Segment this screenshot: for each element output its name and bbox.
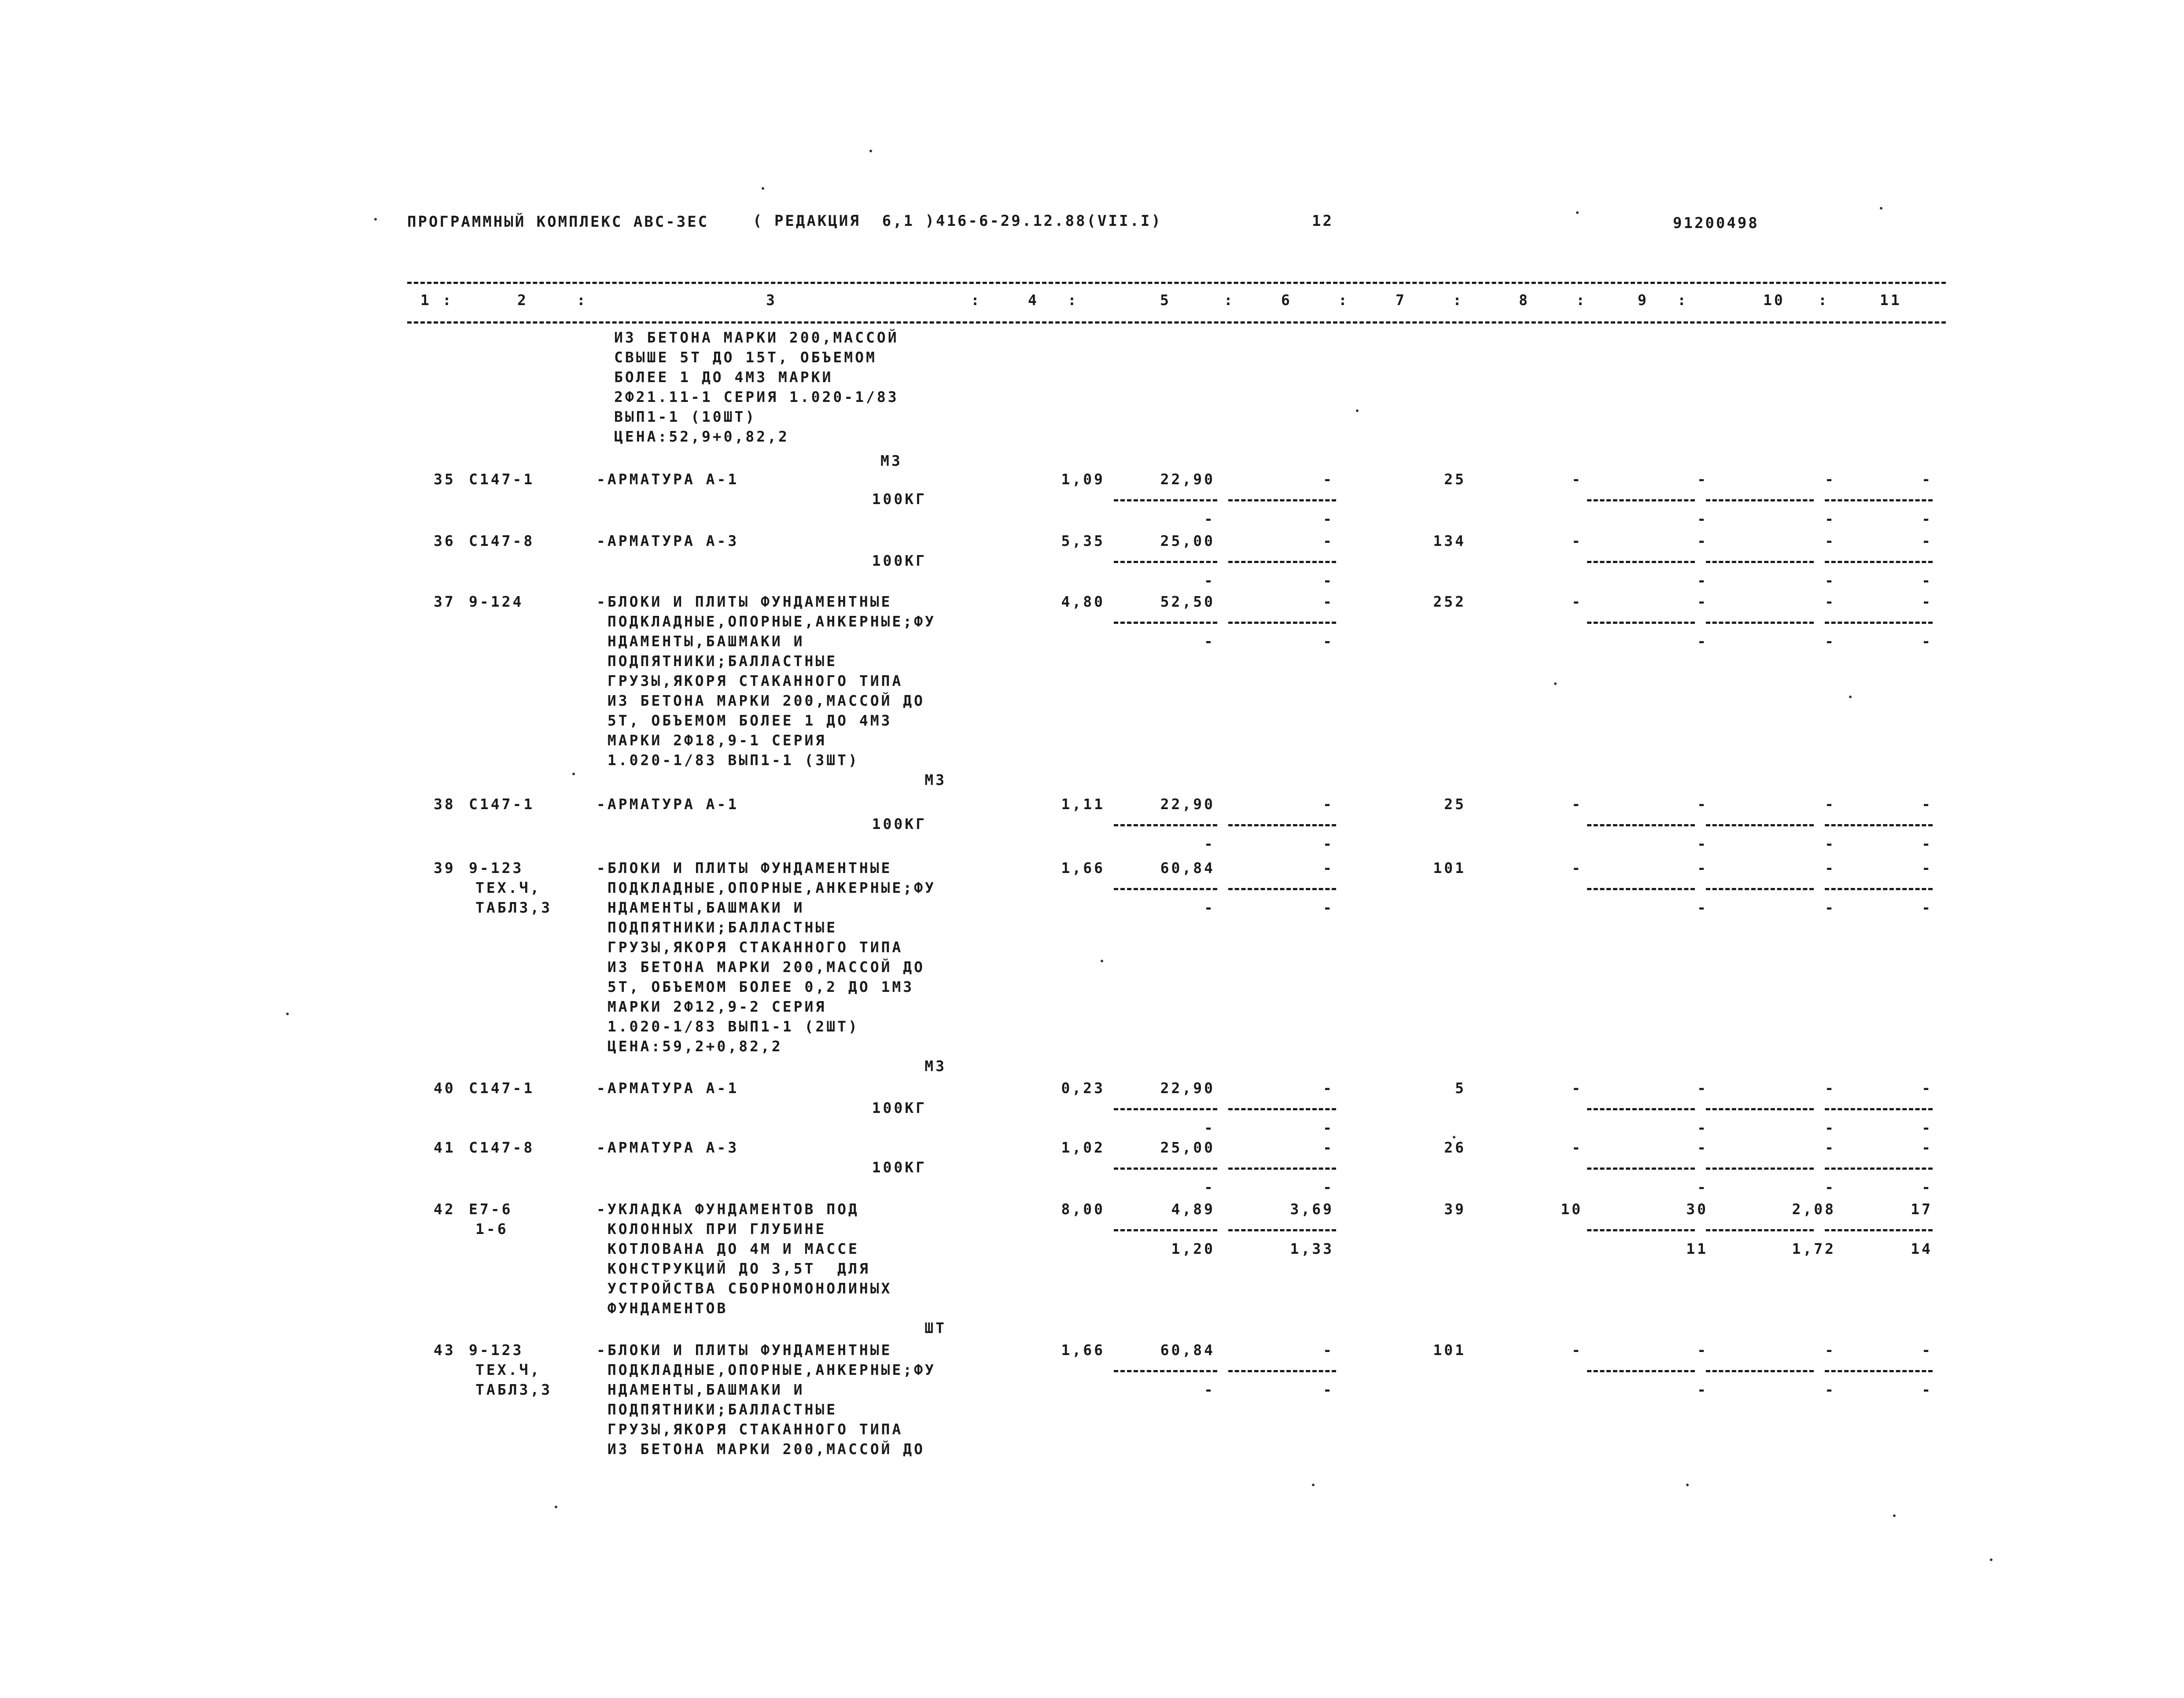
- column-separator: :: [1818, 291, 1829, 309]
- cell-divider: [1587, 824, 1695, 826]
- column-separator: :: [577, 291, 588, 309]
- cell-divider: [1114, 561, 1217, 563]
- cell-c7: 26: [1444, 1139, 1466, 1156]
- cell-c9: -: [1697, 1079, 1708, 1097]
- cell-c10: -: [1825, 471, 1836, 488]
- description-line: 2Ф21.11-1 СЕРИЯ 1.020-1/83: [614, 388, 899, 405]
- cell-c5: 22,90: [1160, 1079, 1215, 1097]
- cell-c4: 1,11: [1061, 796, 1105, 813]
- row-number: 40: [434, 1079, 456, 1097]
- cell-6-sub: -: [1323, 510, 1334, 527]
- rate-code: 9-123: [469, 859, 524, 877]
- cell-11-sub: -: [1922, 510, 1933, 527]
- edition-info: ( РЕДАКЦИЯ 6,1 )416-6-29.12.88(VII.I): [753, 212, 1162, 230]
- work-description: -АРМАТУРА А-1: [597, 796, 739, 813]
- cell-divider: [1114, 888, 1217, 890]
- cell-11-sub: -: [1922, 835, 1933, 852]
- cell-c7: 25: [1444, 471, 1466, 488]
- cell-c8: -: [1572, 859, 1583, 877]
- cell-c6: -: [1323, 471, 1334, 488]
- work-description: -АРМАТУРА А-3: [597, 1139, 739, 1156]
- work-description: КОНСТРУКЦИЙ ДО 3,5Т ДЛЯ: [597, 1260, 870, 1277]
- cell-10-sub: -: [1825, 633, 1836, 650]
- cell-divider: [1587, 1168, 1695, 1170]
- cell-divider: [1706, 1229, 1814, 1231]
- column-header-3: 3: [766, 291, 777, 309]
- work-description: ПОДКЛАДНЫЕ,ОПОРНЫЕ,АНКЕРНЫЕ;ФУ: [597, 1361, 936, 1378]
- cell-c8: -: [1572, 471, 1583, 488]
- work-description: -АРМАТУРА А-1: [597, 471, 739, 488]
- cell-11-sub: -: [1922, 1381, 1933, 1398]
- cell-c10: -: [1825, 1341, 1836, 1359]
- cell-c9: -: [1697, 1139, 1708, 1156]
- rate-code: С147-8: [469, 1139, 535, 1156]
- cell-c8: -: [1572, 1139, 1583, 1156]
- cell-c6: -: [1323, 1139, 1334, 1156]
- cell-c9: -: [1697, 593, 1708, 610]
- cell-divider: [1587, 1370, 1695, 1372]
- work-description: ПОДПЯТНИКИ;БАЛЛАСТНЫЕ: [597, 919, 838, 936]
- work-description: -АРМАТУРА А-1: [597, 1079, 739, 1097]
- cell-divider: [1706, 561, 1814, 563]
- work-description: ЦЕНА:59,2+0,82,2: [597, 1038, 783, 1055]
- cell-c10: -: [1825, 532, 1836, 549]
- cell-divider: [1825, 499, 1933, 501]
- cell-5-sub: -: [1204, 899, 1215, 916]
- work-description: 5Т, ОБЪЕМОМ БОЛЕЕ 0,2 ДО 1М3: [597, 978, 914, 995]
- work-description: -БЛОКИ И ПЛИТЫ ФУНДАМЕНТНЫЕ: [597, 593, 892, 610]
- column-separator: :: [1224, 291, 1235, 309]
- work-description: МАРКИ 2Ф12,9-2 СЕРИЯ: [597, 998, 827, 1015]
- unit-label: 100КГ: [872, 552, 927, 569]
- cell-divider: [1825, 824, 1933, 826]
- cell-5-sub: -: [1204, 1381, 1215, 1398]
- cell-5-sub: 1,20: [1171, 1240, 1215, 1257]
- cell-c9: -: [1697, 796, 1708, 813]
- cell-c6: -: [1323, 1079, 1334, 1097]
- cell-divider: [1228, 1108, 1336, 1110]
- cell-c8: -: [1572, 532, 1583, 549]
- rate-code: Е7-6: [469, 1201, 513, 1218]
- cell-divider: [1706, 1168, 1814, 1170]
- work-description: 5Т, ОБЪЕМОМ БОЛЕЕ 1 ДО 4М3: [597, 712, 892, 729]
- rate-code: С147-1: [469, 471, 535, 488]
- cell-c6: -: [1323, 796, 1334, 813]
- cell-divider: [1706, 824, 1814, 826]
- cell-c11: -: [1922, 532, 1933, 549]
- cell-c9: -: [1697, 532, 1708, 549]
- cell-c5: 60,84: [1160, 1341, 1215, 1359]
- work-description: ПОДПЯТНИКИ;БАЛЛАСТНЫЕ: [597, 652, 838, 670]
- cell-9-sub: -: [1697, 510, 1708, 527]
- cell-c9: -: [1697, 859, 1708, 877]
- work-description: 1.020-1/83 ВЫП1-1 (2ШТ): [597, 1018, 859, 1035]
- column-separator: :: [1677, 291, 1688, 309]
- column-separator: :: [1453, 291, 1464, 309]
- cell-c4: 1,66: [1061, 1341, 1105, 1359]
- cell-divider: [1114, 499, 1217, 501]
- header-rule-top: [407, 282, 1946, 284]
- cell-6-sub: -: [1323, 899, 1334, 916]
- cell-c5: 25,00: [1160, 532, 1215, 549]
- cell-10-sub: -: [1825, 1179, 1836, 1196]
- cell-divider: [1706, 499, 1814, 501]
- cell-divider: [1114, 1108, 1217, 1110]
- cell-divider: [1228, 1168, 1336, 1170]
- cell-9-sub: -: [1697, 1119, 1708, 1136]
- work-description: ПОДКЛАДНЫЕ,ОПОРНЫЕ,АНКЕРНЫЕ;ФУ: [597, 613, 936, 630]
- cell-11-sub: -: [1922, 899, 1933, 916]
- cell-11-sub: -: [1922, 1179, 1933, 1196]
- rate-code: С147-1: [469, 1079, 535, 1097]
- cell-c7: 25: [1444, 796, 1466, 813]
- cell-c10: -: [1825, 593, 1836, 610]
- cell-c7: 252: [1433, 593, 1466, 610]
- column-header-8: 8: [1519, 291, 1530, 309]
- cell-10-sub: -: [1825, 572, 1836, 589]
- cell-c4: 8,00: [1061, 1201, 1105, 1218]
- cell-divider: [1706, 1370, 1814, 1372]
- cell-10-sub: -: [1825, 1119, 1836, 1136]
- cell-5-sub: -: [1204, 1119, 1215, 1136]
- work-description: ГРУЗЫ,ЯКОРЯ СТАКАННОГО ТИПА: [597, 939, 903, 956]
- document-code: 91200498: [1673, 214, 1759, 232]
- cell-c6: -: [1323, 593, 1334, 610]
- work-description: -БЛОКИ И ПЛИТЫ ФУНДАМЕНТНЫЕ: [597, 1341, 892, 1359]
- cell-c7: 39: [1444, 1201, 1466, 1218]
- cell-divider: [1825, 1168, 1933, 1170]
- cell-divider: [1825, 888, 1933, 890]
- rate-code: С147-8: [469, 532, 535, 549]
- work-description: НДАМЕНТЫ,БАШМАКИ И: [597, 1381, 805, 1398]
- cell-c11: -: [1922, 471, 1933, 488]
- unit-label: ШТ: [924, 1319, 947, 1337]
- cell-c4: 1,09: [1061, 471, 1105, 488]
- column-header-6: 6: [1281, 291, 1292, 309]
- cell-c4: 1,66: [1061, 859, 1105, 877]
- program-title: ПРОГРАММНЫЙ КОМПЛЕКС АВС-ЗЕС: [407, 213, 709, 231]
- cell-c5: 52,50: [1160, 593, 1215, 610]
- cell-11-sub: -: [1922, 633, 1933, 650]
- column-separator: :: [442, 291, 453, 309]
- cell-c4: 5,35: [1061, 532, 1105, 549]
- row-number: 43: [434, 1341, 456, 1359]
- cell-9-sub: -: [1697, 1179, 1708, 1196]
- cell-c11: -: [1922, 1079, 1933, 1097]
- cell-6-sub: -: [1323, 1179, 1334, 1196]
- cell-divider: [1706, 1108, 1814, 1110]
- cell-c7: 134: [1433, 532, 1466, 549]
- unit-label: М3: [924, 771, 947, 788]
- cell-divider: [1825, 1108, 1933, 1110]
- column-separator: :: [1338, 291, 1349, 309]
- cell-6-sub: -: [1323, 572, 1334, 589]
- cell-c6: -: [1323, 532, 1334, 549]
- cell-divider: [1228, 1229, 1336, 1231]
- cell-c8: -: [1572, 1341, 1583, 1359]
- cell-divider: [1228, 622, 1336, 624]
- unit-label: 100КГ: [872, 1099, 927, 1116]
- column-header-11: 11: [1880, 291, 1902, 309]
- cell-6-sub: -: [1323, 1381, 1334, 1398]
- cell-c7: 101: [1433, 859, 1466, 877]
- cell-divider: [1825, 1370, 1933, 1372]
- cell-c8: 10: [1561, 1201, 1583, 1218]
- column-header-9: 9: [1638, 291, 1649, 309]
- description-line: ИЗ БЕТОНА МАРКИ 200,МАССОЙ: [614, 329, 899, 346]
- work-description: ГРУЗЫ,ЯКОРЯ СТАКАННОГО ТИПА: [597, 1421, 903, 1438]
- cell-10-sub: 1,72: [1792, 1240, 1836, 1257]
- rate-code: ТЕХ.Ч,: [475, 1361, 541, 1378]
- cell-divider: [1228, 561, 1336, 563]
- unit-label: 100КГ: [872, 490, 927, 508]
- row-number: 36: [434, 532, 456, 549]
- cell-10-sub: -: [1825, 899, 1836, 916]
- cell-c11: -: [1922, 1341, 1933, 1359]
- work-description: УСТРОЙСТВА СБОРНОМОНОЛИНЫХ: [597, 1280, 892, 1297]
- cell-c11: 17: [1911, 1201, 1933, 1218]
- rate-code: 9-124: [469, 593, 524, 610]
- row-number: 42: [434, 1201, 456, 1218]
- unit-label: 100КГ: [872, 1159, 927, 1176]
- cell-11-sub: 14: [1911, 1240, 1933, 1257]
- cell-c11: -: [1922, 1139, 1933, 1156]
- cell-c5: 4,89: [1171, 1201, 1215, 1218]
- unit-label: М3: [880, 452, 902, 469]
- cell-11-sub: -: [1922, 572, 1933, 589]
- row-number: 37: [434, 593, 456, 610]
- cell-c9: -: [1697, 471, 1708, 488]
- work-description: -БЛОКИ И ПЛИТЫ ФУНДАМЕНТНЫЕ: [597, 859, 892, 877]
- work-description: 1.020-1/83 ВЫП1-1 (3ШТ): [597, 751, 859, 769]
- cell-10-sub: -: [1825, 510, 1836, 527]
- cell-c11: -: [1922, 593, 1933, 610]
- cell-11-sub: -: [1922, 1119, 1933, 1136]
- description-line: ЦЕНА:52,9+0,82,2: [614, 428, 789, 445]
- cell-divider: [1114, 1370, 1217, 1372]
- work-description: ИЗ БЕТОНА МАРКИ 200,МАССОЙ ДО: [597, 1440, 925, 1458]
- cell-5-sub: -: [1204, 633, 1215, 650]
- cell-c6: -: [1323, 1341, 1334, 1359]
- cell-divider: [1706, 888, 1814, 890]
- cell-c5: 22,90: [1160, 471, 1215, 488]
- work-description: КОТЛОВАНА ДО 4М И МАССЕ: [597, 1240, 859, 1257]
- cell-divider: [1587, 622, 1695, 624]
- column-separator: :: [971, 291, 982, 309]
- cell-divider: [1587, 1229, 1695, 1231]
- cell-divider: [1587, 888, 1695, 890]
- cell-5-sub: -: [1204, 510, 1215, 527]
- work-description: -АРМАТУРА А-3: [597, 532, 739, 549]
- cell-5-sub: -: [1204, 835, 1215, 852]
- cell-c8: -: [1572, 593, 1583, 610]
- work-description: НДАМЕНТЫ,БАШМАКИ И: [597, 633, 805, 650]
- description-line: СВЫШЕ 5Т ДО 15Т, ОБЪЕМОМ: [614, 349, 877, 366]
- cell-c10: -: [1825, 796, 1836, 813]
- cell-divider: [1114, 1168, 1217, 1170]
- cell-c5: 25,00: [1160, 1139, 1215, 1156]
- cell-divider: [1228, 888, 1336, 890]
- cell-c6: -: [1323, 859, 1334, 877]
- cell-5-sub: -: [1204, 572, 1215, 589]
- work-description: -УКЛАДКА ФУНДАМЕНТОВ ПОД: [597, 1201, 859, 1218]
- description-line: ВЫП1-1 (10ШТ): [614, 408, 757, 425]
- cell-divider: [1825, 622, 1933, 624]
- cell-c4: 0,23: [1061, 1079, 1105, 1097]
- cell-6-sub: 1,33: [1290, 1240, 1334, 1257]
- work-description: ИЗ БЕТОНА МАРКИ 200,МАССОЙ ДО: [597, 692, 925, 709]
- work-description: КОЛОННЫХ ПРИ ГЛУБИНЕ: [597, 1220, 827, 1238]
- cell-10-sub: -: [1825, 1381, 1836, 1398]
- cell-divider: [1228, 1370, 1336, 1372]
- row-number: 39: [434, 859, 456, 877]
- cell-9-sub: -: [1697, 572, 1708, 589]
- work-description: ИЗ БЕТОНА МАРКИ 200,МАССОЙ ДО: [597, 958, 925, 976]
- cell-9-sub: 11: [1686, 1240, 1708, 1257]
- page-number: 12: [1312, 212, 1333, 230]
- column-header-7: 7: [1396, 291, 1407, 309]
- column-separator: :: [1576, 291, 1587, 309]
- rate-code: ТАБЛ3,3: [475, 899, 552, 916]
- row-number: 38: [434, 796, 456, 813]
- cell-c5: 60,84: [1160, 859, 1215, 877]
- cell-c5: 22,90: [1160, 796, 1215, 813]
- cell-divider: [1706, 622, 1814, 624]
- work-description: ПОДКЛАДНЫЕ,ОПОРНЫЕ,АНКЕРНЫЕ;ФУ: [597, 879, 936, 896]
- cell-9-sub: -: [1697, 835, 1708, 852]
- cell-divider: [1228, 499, 1336, 501]
- unit-label: 100КГ: [872, 815, 927, 832]
- cell-c7: 101: [1433, 1341, 1466, 1359]
- cell-c6: 3,69: [1290, 1201, 1334, 1218]
- column-header-4: 4: [1028, 291, 1039, 309]
- cell-6-sub: -: [1323, 1119, 1334, 1136]
- cell-divider: [1825, 1229, 1933, 1231]
- rate-code: ТЕХ.Ч,: [475, 879, 541, 896]
- cell-9-sub: -: [1697, 633, 1708, 650]
- cell-c11: -: [1922, 796, 1933, 813]
- rate-code: С147-1: [469, 796, 535, 813]
- cell-c10: 2,08: [1792, 1201, 1836, 1218]
- cell-5-sub: -: [1204, 1179, 1215, 1196]
- cell-c8: -: [1572, 1079, 1583, 1097]
- cell-c8: -: [1572, 796, 1583, 813]
- cell-divider: [1228, 824, 1336, 826]
- row-number: 35: [434, 471, 456, 488]
- cell-divider: [1114, 622, 1217, 624]
- cell-divider: [1114, 824, 1217, 826]
- work-description: МАРКИ 2Ф18,9-1 СЕРИЯ: [597, 732, 827, 749]
- cell-c10: -: [1825, 1139, 1836, 1156]
- cell-divider: [1825, 561, 1933, 563]
- work-description: ПОДПЯТНИКИ;БАЛЛАСТНЫЕ: [597, 1401, 838, 1418]
- cell-9-sub: -: [1697, 1381, 1708, 1398]
- cell-c4: 4,80: [1061, 593, 1105, 610]
- work-description: ГРУЗЫ,ЯКОРЯ СТАКАННОГО ТИПА: [597, 672, 903, 689]
- cell-divider: [1587, 1108, 1695, 1110]
- cell-c10: -: [1825, 1079, 1836, 1097]
- work-description: ФУНДАМЕНТОВ: [597, 1300, 728, 1317]
- description-line: БОЛЕЕ 1 ДО 4М3 МАРКИ: [614, 368, 833, 386]
- cell-c9: 30: [1686, 1201, 1708, 1218]
- column-header-2: 2: [517, 291, 528, 309]
- column-separator: :: [1068, 291, 1079, 309]
- cell-c11: -: [1922, 859, 1933, 877]
- cell-10-sub: -: [1825, 835, 1836, 852]
- cell-9-sub: -: [1697, 899, 1708, 916]
- cell-c10: -: [1825, 859, 1836, 877]
- cell-c9: -: [1697, 1341, 1708, 1359]
- rate-code: 9-123: [469, 1341, 524, 1359]
- rate-code: ТАБЛ3,3: [475, 1381, 552, 1398]
- cell-divider: [1587, 499, 1695, 501]
- cell-6-sub: -: [1323, 835, 1334, 852]
- cell-c4: 1,02: [1061, 1139, 1105, 1156]
- cell-divider: [1587, 561, 1695, 563]
- column-header-10: 10: [1763, 291, 1785, 309]
- cell-divider: [1114, 1229, 1217, 1231]
- work-description: НДАМЕНТЫ,БАШМАКИ И: [597, 899, 805, 916]
- unit-label: М3: [924, 1057, 947, 1075]
- cell-c7: 5: [1455, 1079, 1466, 1097]
- row-number: 41: [434, 1139, 456, 1156]
- header-rule-bottom: [407, 321, 1946, 324]
- rate-code: 1-6: [475, 1220, 508, 1238]
- column-header-5: 5: [1160, 291, 1171, 309]
- cell-6-sub: -: [1323, 633, 1334, 650]
- column-header-1: 1: [420, 291, 431, 309]
